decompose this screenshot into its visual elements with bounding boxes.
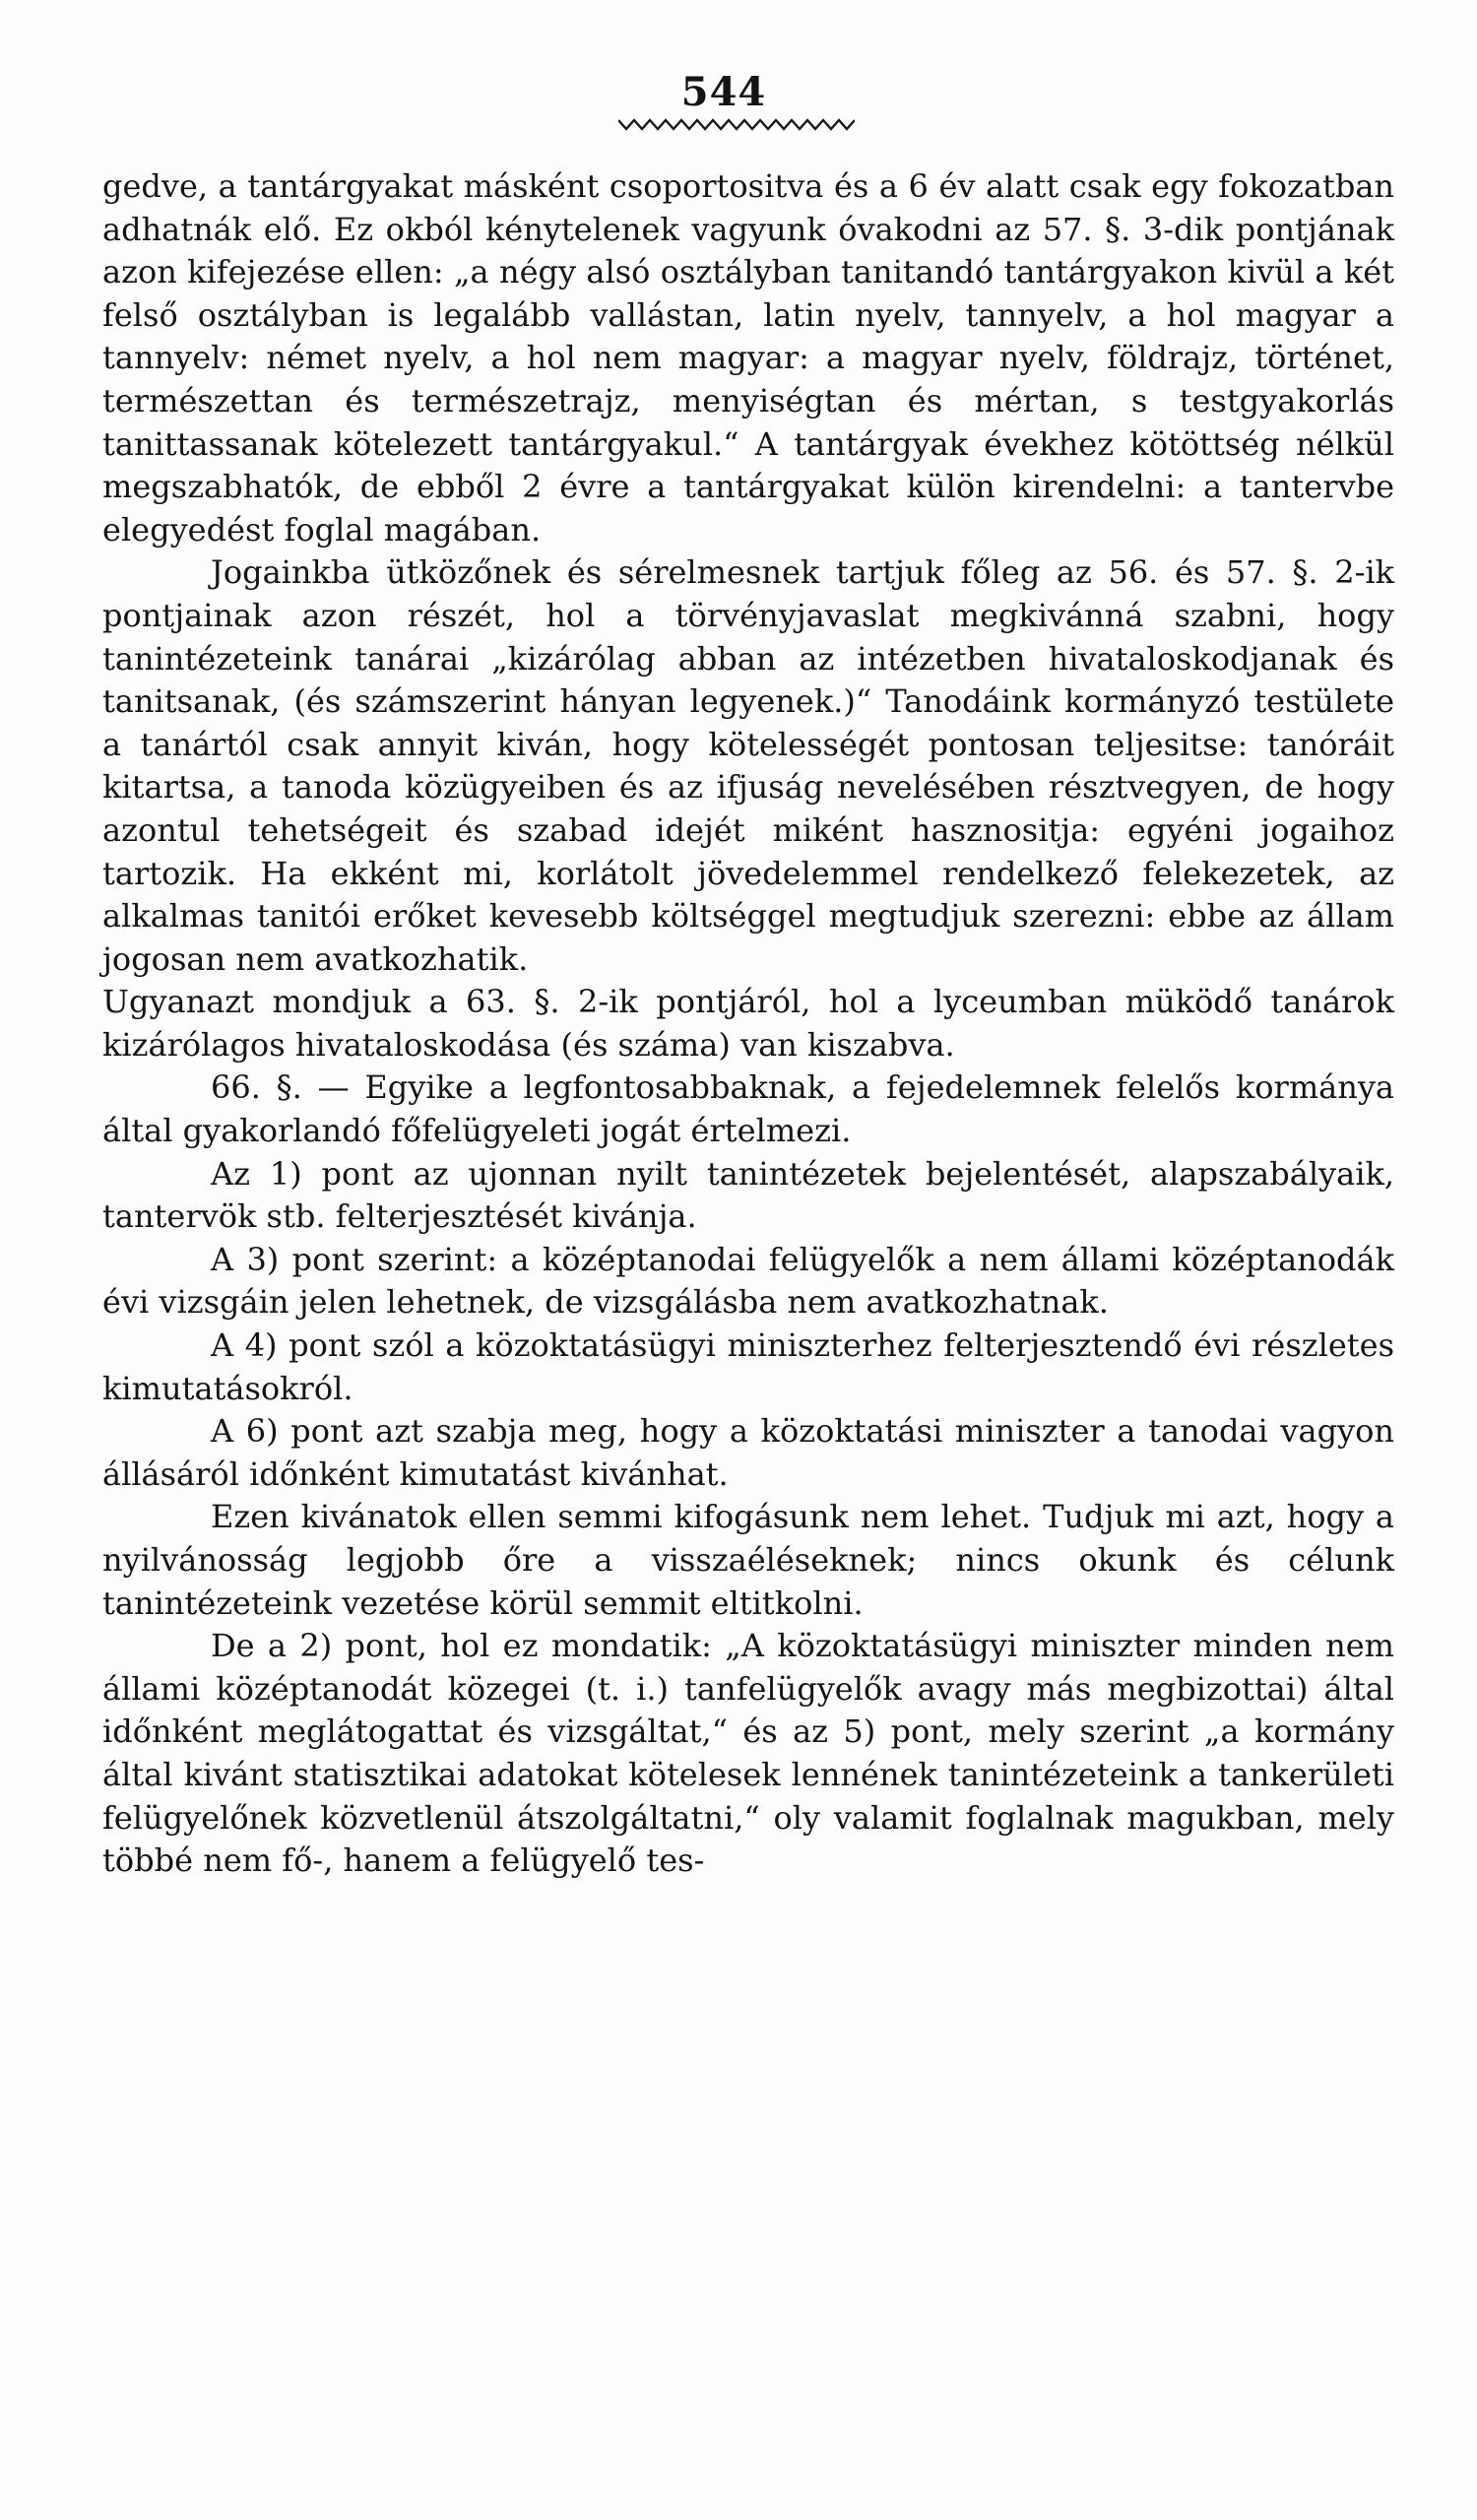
- paragraph: Az 1) pont az ujonnan nyilt tanintézetek bejelentését, alapszabályaik, tantervök stb. felterjesztését kivánja.: [102, 1154, 1394, 1236]
- paragraph: Ugyanazt mondjuk a 63. §. 2-ik pontjáról, hol a lyceumban müködő tanárok kizárólagos hivataloskodása (és száma) van kiszabva.: [102, 983, 1394, 1064]
- paragraph: Ezen kivánatok ellen semmi kifogásunk nem lehet. Tudjuk mi azt, hogy a nyilvánosság legjobb őre a visszaéléseknek; nincs okunk és célunk tanintézeteink vezetése körül semmit eltitkolni.: [102, 1498, 1394, 1622]
- paragraph: 66. §. — Egyike a legfontosabbaknak, a fejedelemnek felelős kormánya által gyakorlandó főfelügyeleti jogát értelmezi.: [102, 1068, 1394, 1150]
- page-header: [0, 69, 1477, 116]
- page-number: 544: [680, 69, 767, 115]
- paragraph: gedve, a tantárgyakat másként csoportositva és a 6 év alatt csak egy fokozatban adhatnák elő. Ez okból kénytelenek vagyunk óvakodni az 57. §. 3-dik pontjának azon kifejezése ellen: „a négy alsó osztályban tanitandó tantárgyakon kivül a két felső osztályban is legalább vallástan, latin nyelv, tannyelv, a hol magyar a tannyelv: német nyelv, a hol nem magyar: a magyar nyelv, földrajz, történet, természettan és természetrajz, menyiségtan és mértan, s testgyakorlás tanittassanak kötelezett tantárgyakul.“ A tantárgyak évekhez kötöttség nélkül megszabhatók, de ebből 2 évre a tantárgyakat külön kirendelni: a tantervbe elegyedést foglal magában.: [102, 167, 1394, 549]
- paragraph: Jogainkba ütközőnek és sérelmesnek tartjuk főleg az 56. és 57. §. 2-ik pontjainak azon részét, hol a törvényjavaslat megkivánná szabni, hogy tanintézeteink tanárai „kizárólag abban az intézetben hivataloskodjanak és tanitsanak, (és számszerint hányan legyenek.)“ Tanodáink kormányzó testülete a tanártól csak annyit kiván, hogy kötelességét pontosan teljesitse: tanóráit kitartsa, a tanoda közügyeiben és az ifjuság nevelésében résztvegyen, de hogy azontul tehetségeit és szabad idejét miként hasznositja: egyéni jogaihoz tartozik. Ha ekként mi, korlátolt jövedelemmel rendelkező felekezetek, az alkalmas tanitói erőket kevesebb költséggel megtudjuk szerezni: ebbe az állam jogosan nem avatkozhatik.: [102, 553, 1394, 978]
- paragraph: A 6) pont azt szabja meg, hogy a közoktatási miniszter a tanodai vagyon állásáról időnként kimutatást kivánhat.: [102, 1412, 1394, 1493]
- paragraph: A 3) pont szerint: a középtanodai felügyelők a nem állami középtanodák évi vizsgáin jelen lehetnek, de vizsgálásba nem avatkozhatnak.: [102, 1240, 1394, 1322]
- paragraph: De a 2) pont, hol ez mondatik: „A közoktatásügyi miniszter minden nem állami középtanodát közegei (t. i.) tanfelügyelők avagy más megbizottai) által időnként meglátogattat és vizsgáltat,“ és az 5) pont, mely szerint „a kormány által kivánt statisztikai adatokat kötelesek lennének tanintézeteink a tankerületi felügyelőnek közvetlenül átszolgáltatni,“ oly valamit foglalnak magukban, mely többé nem fő-, hanem a felügyelő tes-: [102, 1627, 1394, 1880]
- paragraph: A 4) pont szól a közoktatásügyi miniszterhez felterjesztendő évi részletes kimutatásokról.: [102, 1326, 1394, 1407]
- body-text: [102, 165, 1394, 1883]
- header-ornament-icon: [618, 116, 855, 134]
